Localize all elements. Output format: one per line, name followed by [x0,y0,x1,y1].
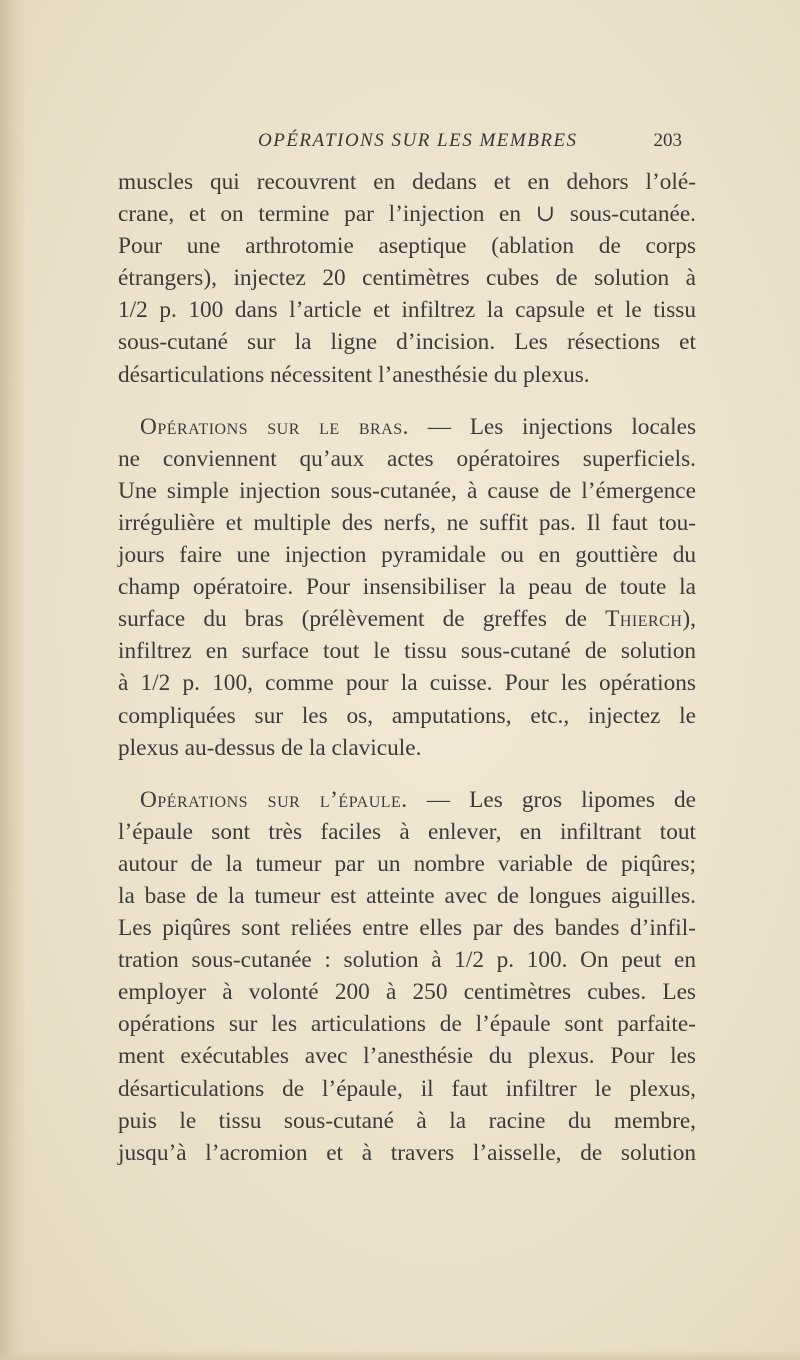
line-text: opérations sur les articulations de l’épaule sont parfaite- [118,1011,696,1038]
text-line [118,411,696,443]
text-line [118,912,696,944]
text-line [118,571,696,603]
line-text: employer à volonté 200 à 250 centimètres cubes. Les [118,979,696,1006]
text-line [118,635,696,667]
text-line [118,976,696,1008]
text-line [118,1040,696,1072]
text-line [118,166,696,198]
text-line [118,359,696,391]
section-heading: Opérations sur le bras. [140,413,409,440]
line-text-after: ), [682,606,696,633]
text-line [118,1105,696,1137]
line-text: autour de la tumeur par un nombre variable de piqûres; [118,850,696,877]
paragraph-gap [118,764,696,784]
line-text: l’épaule sont très faciles à enlever, en infiltrant tout [118,818,696,845]
text-line [118,1073,696,1105]
text-line [118,880,696,912]
line-text: Pour une arthrotomie aseptique (ablation de corps [118,233,696,260]
line-text: Les piqûres sont reliées entre elles par des bandes d’infil- [118,915,696,942]
line-text: plexus au-dessus de la clavicule. [118,734,422,761]
line-text: désarticulations de l’épaule, il faut infiltrer le plexus, [118,1075,696,1102]
text-line [118,732,696,764]
line-text: crane, et on termine par l’injection en ∪ sous-cutanée. [118,201,696,228]
running-title: OPÉRATIONS SUR LES MEMBRES [258,130,578,151]
line-text: à 1/2 p. 100, comme pour la cuisse. Pour les opérations [118,670,696,697]
page-header [258,130,682,158]
line-text: étrangers), injectez 20 centimètres cubes de solution à [118,265,696,292]
line-text: champ opératoire. Pour insensibiliser la peau de toute la [118,574,696,601]
text-line [118,816,696,848]
line-text: irrégulière et multiple des nerfs, ne suffit pas. Il faut tou- [118,509,696,536]
text-line [118,667,696,699]
line-text: désarticulations nécessitent l’anesthésie du plexus. [118,361,590,388]
text-line [118,507,696,539]
line-text: muscles qui recouvrent en dedans et en dehors l’olé- [118,169,696,195]
text-line [118,1137,696,1169]
text-line [118,700,696,732]
text-line [118,294,696,326]
line-text: jusqu’à l’acromion et à travers l’aisselle, de solution [118,1139,696,1166]
text-line [118,326,696,358]
text-line [118,443,696,475]
line-text: ne conviennent qu’aux actes opératoires superficiels. [118,445,696,472]
line-text: la base de la tumeur est atteinte avec de longues aiguilles. [118,882,696,909]
page-bottom-edge [0,1350,800,1360]
text-line [118,475,696,507]
paragraph-gap [118,391,696,411]
line-text: compliquées sur les os, amputations, etc., injectez le [118,702,696,729]
line-text: infiltrez en surface tout le tissu sous-cutané de solution [118,638,696,665]
text-line [118,944,696,976]
section-heading: Opérations sur l’épaule. [140,786,408,813]
line-text: ment exécutables avec l’anesthésie du plexus. Pour les [118,1043,696,1070]
proper-name: Thierch [605,606,683,633]
line-text: Une simple injection sous-cutanée, à cause de l’émergence [118,477,696,504]
line-text: 1/2 p. 100 dans l’article et infiltrez la capsule et le tissu [118,297,696,324]
text-line [118,603,696,635]
line-text: — Les gros lipomes de [407,786,696,813]
text-line [118,1008,696,1040]
text-line [118,784,696,816]
text-line [118,539,696,571]
page-number: 203 [653,130,682,151]
text-line [118,262,696,294]
body-text [118,166,696,1169]
line-text: tration sous-cutanée : solution à 1/2 p. 100. On peut en [118,947,696,974]
text-line [118,198,696,230]
line-text: surface du bras (prélèvement de greffes de [118,606,606,633]
line-text: puis le tissu sous-cutané à la racine du membre, [118,1107,696,1134]
line-text: jours faire une injection pyramidale ou en gouttière du [118,542,696,569]
text-line [118,230,696,262]
page-gutter-shadow [0,0,26,1360]
line-text: — Les injections locales [408,413,697,440]
line-text: sous-cutané sur la ligne d’incision. Les résections et [118,329,696,356]
text-line [118,848,696,880]
